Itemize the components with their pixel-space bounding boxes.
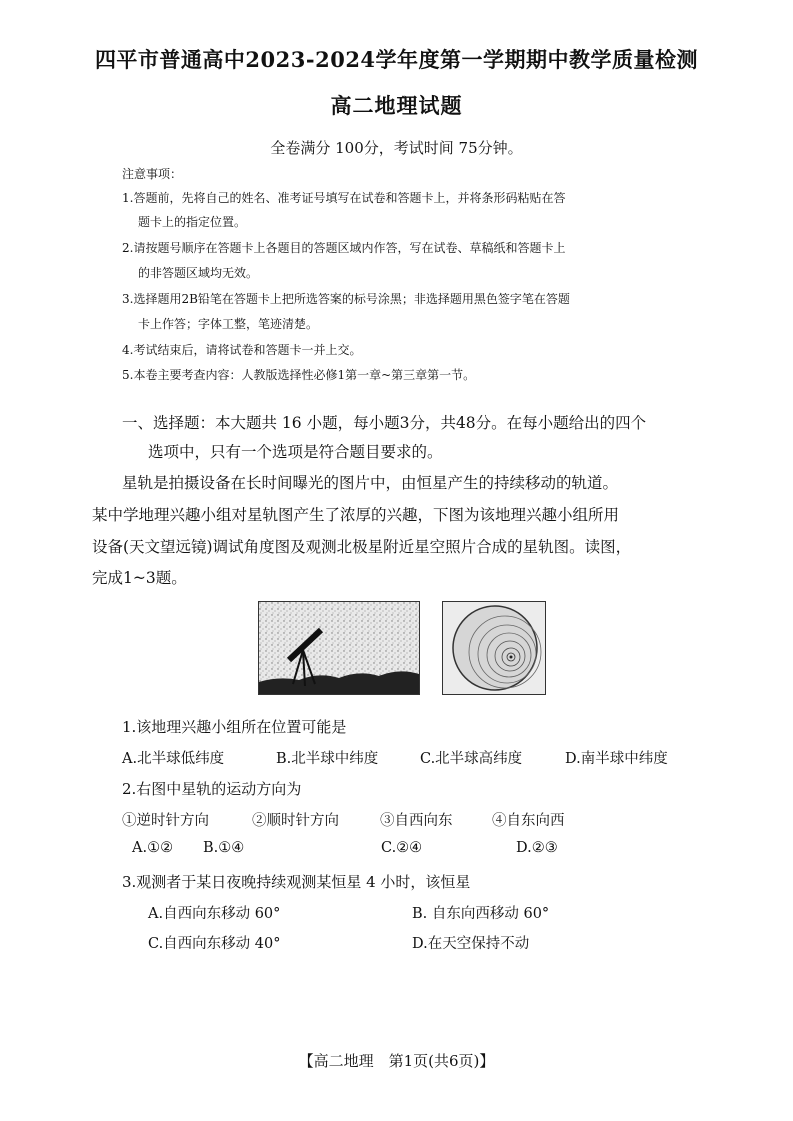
notes-heading: 注意事项： — [122, 167, 183, 181]
note-line: 2.请按题号顺序在答题卡上各题目的答题区域内作答，写在试卷、草稿纸和答题卡上 — [122, 241, 566, 255]
q2-option-b: B.①④ — [203, 840, 245, 856]
exam-title: 四平市普通高中2023-2024学年度第一学期期中教学质量检测 — [94, 47, 699, 72]
q1-option-a: A.北半球低纬度 — [122, 751, 225, 767]
note-line: 4.考试结束后，请将试卷和答题卡一并上交。 — [122, 343, 362, 357]
q1-option-d: D.南半球中纬度 — [565, 751, 668, 767]
q1-option-c: C.北半球高纬度 — [420, 751, 523, 767]
q2-choice-3: ③自西向东 — [380, 813, 453, 829]
q3-option-d: D.在天空保持不动 — [412, 936, 530, 952]
telescope-figure — [258, 601, 420, 695]
star-trail-image — [443, 602, 545, 694]
section-heading: 一、选择题：本大题共 16 小题，每小题3分，共48分。在每小题给出的四个 — [122, 414, 647, 432]
question-1-stem: 1.该地理兴趣小组所在位置可能是 — [122, 718, 347, 736]
note-line: 的非答题区域均无效。 — [138, 266, 259, 280]
passage-line: 完成1~3题。 — [92, 569, 187, 587]
question-2-stem: 2.右图中星轨的运动方向为 — [122, 780, 302, 798]
q2-option-d: D.②③ — [516, 840, 558, 856]
question-3-stem: 3.观测者于某日夜晚持续观测某恒星 4 小时，该恒星 — [122, 873, 471, 891]
star-trail-figure — [442, 601, 546, 695]
q2-choice-2: ②顺时针方向 — [252, 813, 339, 829]
exam-subtitle: 高二地理试题 — [330, 93, 463, 118]
note-line: 3.选择题用2B铅笔在答题卡上把所选答案的标号涂黑；非选择题用黑色签字笔在答题 — [122, 292, 570, 306]
passage-line: 某中学地理兴趣小组对星轨图产生了浓厚的兴趣，下图为该地理兴趣小组所用 — [92, 506, 620, 524]
q3-option-b: B. 自东向西移动 60° — [412, 906, 550, 922]
passage-line: 设备(天文望远镜)调试角度图及观测北极星附近星空照片合成的星轨图。读图， — [92, 538, 632, 556]
note-line: 1.答题前，先将自己的姓名、准考证号填写在试卷和答题卡上，并将条形码粘贴在答 — [122, 191, 566, 205]
section-heading-cont: 选项中，只有一个选项是符合题目要求的。 — [148, 443, 443, 461]
q2-option-a: A.①② — [132, 840, 174, 856]
score-line: 全卷满分 100分，考试时间 75分钟。 — [270, 139, 523, 157]
q2-choice-4: ④自东向西 — [492, 813, 565, 829]
passage-line: 星轨是拍摄设备在长时间曝光的图片中，由恒星产生的持续移动的轨道。 — [122, 474, 619, 492]
q2-choice-1: ①逆时针方向 — [122, 813, 209, 829]
q3-option-a: A.自西向东移动 60° — [148, 906, 281, 922]
q3-option-c: C.自西向东移动 40° — [148, 936, 281, 952]
q1-option-b: B.北半球中纬度 — [276, 751, 379, 767]
note-line: 题卡上的指定位置。 — [138, 215, 247, 229]
page-footer: 【高二地理 第1页(共6页)】 — [298, 1052, 495, 1070]
note-line: 5.本卷主要考查内容：人教版选择性必修1第一章~第三章第一节。 — [122, 368, 476, 382]
telescope-image — [259, 602, 419, 694]
q2-option-c: C.②④ — [381, 840, 423, 856]
note-line: 卡上作答；字体工整，笔迹清楚。 — [138, 317, 319, 331]
